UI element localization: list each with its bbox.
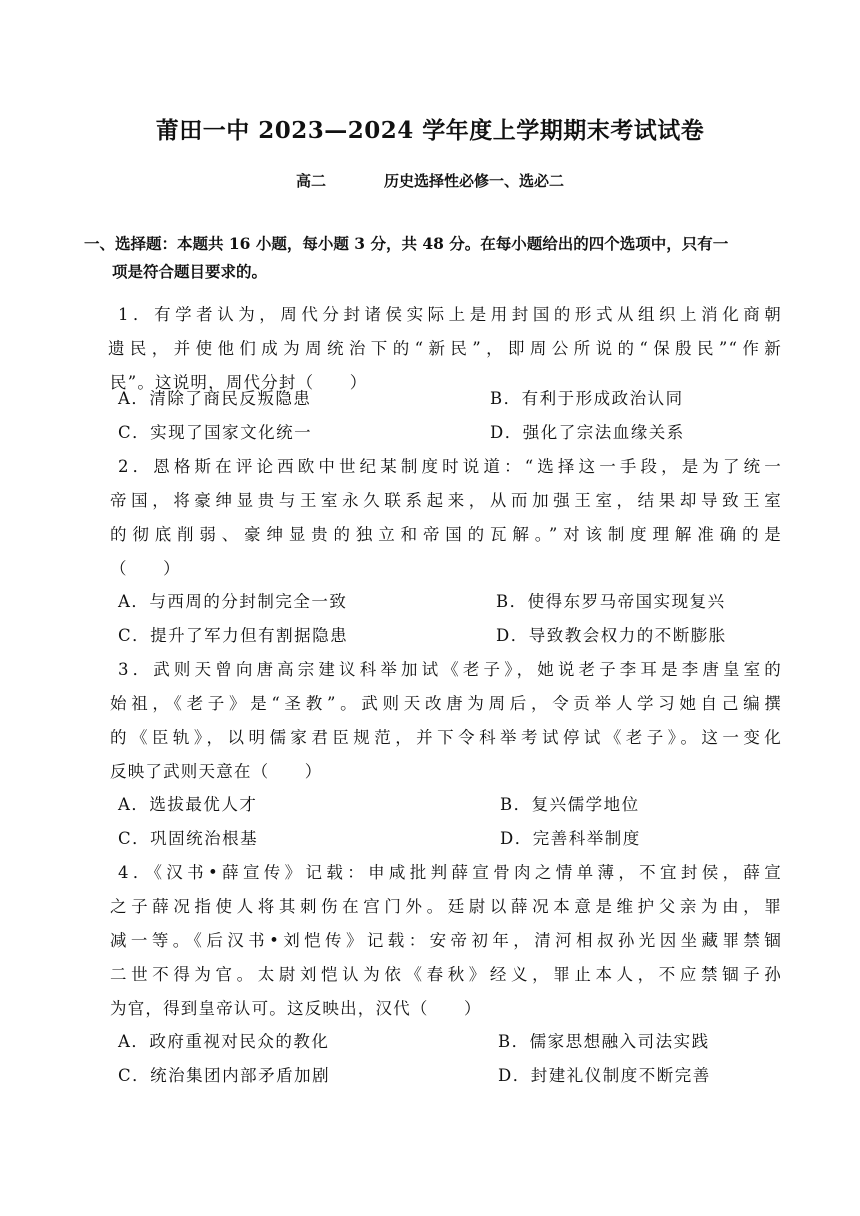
option-c[interactable]: C．提升了军力但有割据隐患 xyxy=(118,626,349,645)
stem-line: （ ） xyxy=(110,559,181,578)
question-3-options xyxy=(118,788,778,856)
question-2-stem xyxy=(110,450,782,586)
exam-title: 莆田一中 2023—2024 学年度上学期期末考试试卷 xyxy=(155,117,705,144)
stem-line: 民”。这说明，周代分封（ ） xyxy=(110,373,368,392)
section-heading-line: 项是符合题目要求的。 xyxy=(112,262,268,281)
stem-line: 反映了武则天意在（ ） xyxy=(110,762,323,781)
option-a[interactable]: A．与西周的分封制完全一致 xyxy=(118,592,348,611)
stem-line: 始祖，《老子》是“圣教”。武则天改唐为周后，令贡举人学习她自己编撰 xyxy=(110,694,782,713)
option-row xyxy=(118,382,778,416)
option-row xyxy=(118,619,778,653)
section-heading xyxy=(84,230,784,286)
option-a[interactable]: A．政府重视对民众的教化 xyxy=(118,1032,330,1051)
option-c[interactable]: C．巩固统治根基 xyxy=(118,829,259,848)
stem-line: 遗民，并使他们成为周统治下的“新民”，即周公所说的“保殷民”“作新 xyxy=(108,339,782,358)
option-row xyxy=(118,788,778,822)
option-d[interactable]: D．强化了宗法血缘关系 xyxy=(490,423,685,442)
stem-line: 二世不得为官。太尉刘恺认为依《春秋》经义，罪止本人，不应禁锢子孙 xyxy=(110,965,782,984)
option-d[interactable]: D．封建礼仪制度不断完善 xyxy=(498,1066,711,1085)
option-row xyxy=(118,1025,778,1059)
grade-label: 高二 xyxy=(295,172,326,190)
subject-label: 历史选择性必修一、选必二 xyxy=(384,172,565,190)
section-heading-line: 一、选择题：本题共 16 小题，每小题 3 分，共 48 分。在每小题给出的四个选项中，只有一 xyxy=(84,234,729,253)
option-row xyxy=(118,416,778,450)
stem-line: 的彻底削弱、豪绅显贵的独立和帝国的瓦解。”对该制度理解准确的是 xyxy=(110,525,782,544)
stem-line: 之子薛况指使人将其刺伤在宫门外。廷尉以薛况本意是维护父亲为由，罪 xyxy=(110,897,782,916)
option-d[interactable]: D．导致教会权力的不断膨胀 xyxy=(496,626,727,645)
option-a[interactable]: A．选拔最优人才 xyxy=(118,795,258,814)
option-b[interactable]: B．复兴儒学地位 xyxy=(500,795,640,814)
option-row xyxy=(118,822,778,856)
stem-line: 2．恩格斯在评论西欧中世纪某制度时说道：“选择这一手段，是为了统一 xyxy=(118,457,782,476)
stem-line: 4．《汉书•薛宣传》记载：申咸批判薛宣骨肉之情单薄，不宜封侯，薛宣 xyxy=(118,863,782,882)
stem-line: 1．有学者认为，周代分封诸侯实际上是用封国的形式从组织上消化商朝 xyxy=(118,305,782,324)
option-b[interactable]: B．使得东罗马帝国实现复兴 xyxy=(496,592,726,611)
stem-line: 帝国，将豪绅显贵与王室永久联系起来，从而加强王室，结果却导致王室 xyxy=(110,491,782,510)
exam-subtitle xyxy=(0,170,860,191)
stem-line: 3．武则天曾向唐高宗建议科举加试《老子》，她说老子李耳是李唐皇室的 xyxy=(118,660,782,679)
option-d[interactable]: D．完善科举制度 xyxy=(500,829,641,848)
question-3-stem xyxy=(110,653,782,789)
stem-line: 的《臣轨》，以明儒家君臣规范，并下令科举考试停试《老子》。这一变化 xyxy=(110,728,782,747)
question-4-options xyxy=(118,1025,778,1093)
option-c[interactable]: C．统治集团内部矛盾加剧 xyxy=(118,1066,331,1085)
question-1-options xyxy=(118,382,778,450)
option-b[interactable]: B．有利于形成政治认同 xyxy=(490,389,684,408)
option-b[interactable]: B．儒家思想融入司法实践 xyxy=(498,1032,710,1051)
option-c[interactable]: C．实现了国家文化统一 xyxy=(118,423,313,442)
option-a[interactable]: A．清除了商民反叛隐患 xyxy=(118,389,312,408)
question-4-stem xyxy=(110,856,782,1026)
stem-line: 为官，得到皇帝认可。这反映出，汉代（ ） xyxy=(110,999,482,1018)
option-row xyxy=(118,585,778,619)
option-row xyxy=(118,1059,778,1093)
question-2-options xyxy=(118,585,778,653)
stem-line: 减一等。《后汉书•刘恺传》记载：安帝初年，清河相叔孙光因坐藏罪禁锢 xyxy=(110,931,782,950)
